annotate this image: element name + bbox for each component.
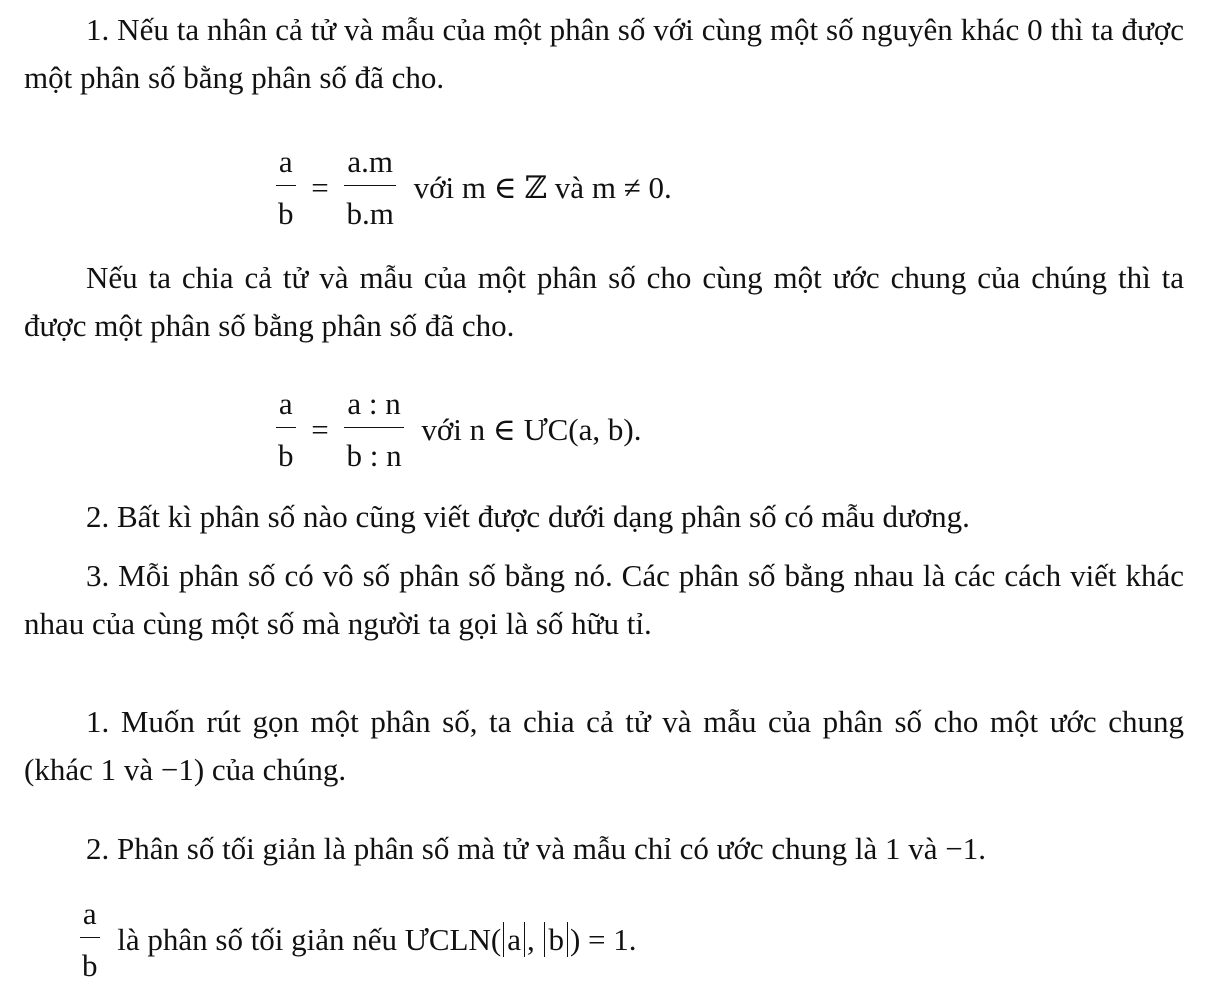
fraction-an-over-bn (344, 388, 403, 471)
condition-text-before: là phân số tối giản nếu ƯCLN( (117, 922, 502, 957)
fraction-numerator: a (278, 144, 293, 179)
fraction-numerator: a : n (347, 386, 401, 421)
fraction-denominator: b (278, 438, 294, 473)
formula-condition: với n ∈ ƯC(a, b). (421, 412, 642, 447)
condition-text-after: ) = 1. (569, 922, 637, 957)
paragraph-2: Nếu ta chia cả tử và mẫu của một phân số cho cùng một ước chung của chúng thì ta được một phân số bằng phân số đã cho. (24, 260, 1184, 343)
fraction-denominator: b : n (346, 438, 402, 473)
fraction-a-over-b (80, 898, 100, 981)
paragraph-6: 2. Phân số tối giản là phân số mà tử và mẫu chỉ có ước chung là 1 và −1. (86, 831, 986, 866)
paragraph-4: 3. Mỗi phân số có vô số phân số bằng nó. Các phân số bằng nhau là các cách viết khác nhau của cùng một số mà người ta gọi là số hữu tỉ. (24, 558, 1184, 641)
formula-condition (117, 924, 636, 955)
condition-comma: , (526, 922, 535, 957)
absolute-value-b: b (544, 922, 568, 957)
formula-condition: với m ∈ ℤ và m ≠ 0. (413, 170, 672, 205)
formula-irreducible (80, 898, 637, 981)
fraction-a-over-b (276, 146, 296, 229)
paragraph-5: 1. Muốn rút gọn một phân số, ta chia cả tử và mẫu của phân số cho một ước chung (khác 1 và −1) của chúng. (24, 704, 1184, 787)
fraction-numerator: a (82, 896, 97, 931)
fraction-a-over-b (276, 388, 296, 471)
formula-divide (276, 388, 641, 471)
paragraph-3: 2. Bất kì phân số nào cũng viết được dưới dạng phân số có mẫu dương. (86, 499, 970, 534)
fraction-numerator: a (278, 386, 293, 421)
fraction-am-over-bm (344, 146, 395, 229)
equals-sign: = (311, 412, 329, 447)
fraction-denominator: b (82, 948, 98, 983)
fraction-numerator: a.m (347, 144, 393, 179)
fraction-denominator: b (278, 196, 294, 231)
absolute-value-a: a (503, 922, 525, 957)
paragraph-1: 1. Nếu ta nhân cả tử và mẫu của một phân số với cùng một số nguyên khác 0 thì ta được một phân số bằng phân số đã cho. (24, 12, 1184, 95)
fraction-denominator: b.m (346, 196, 394, 231)
equals-sign: = (311, 170, 329, 205)
formula-multiply (276, 146, 672, 229)
